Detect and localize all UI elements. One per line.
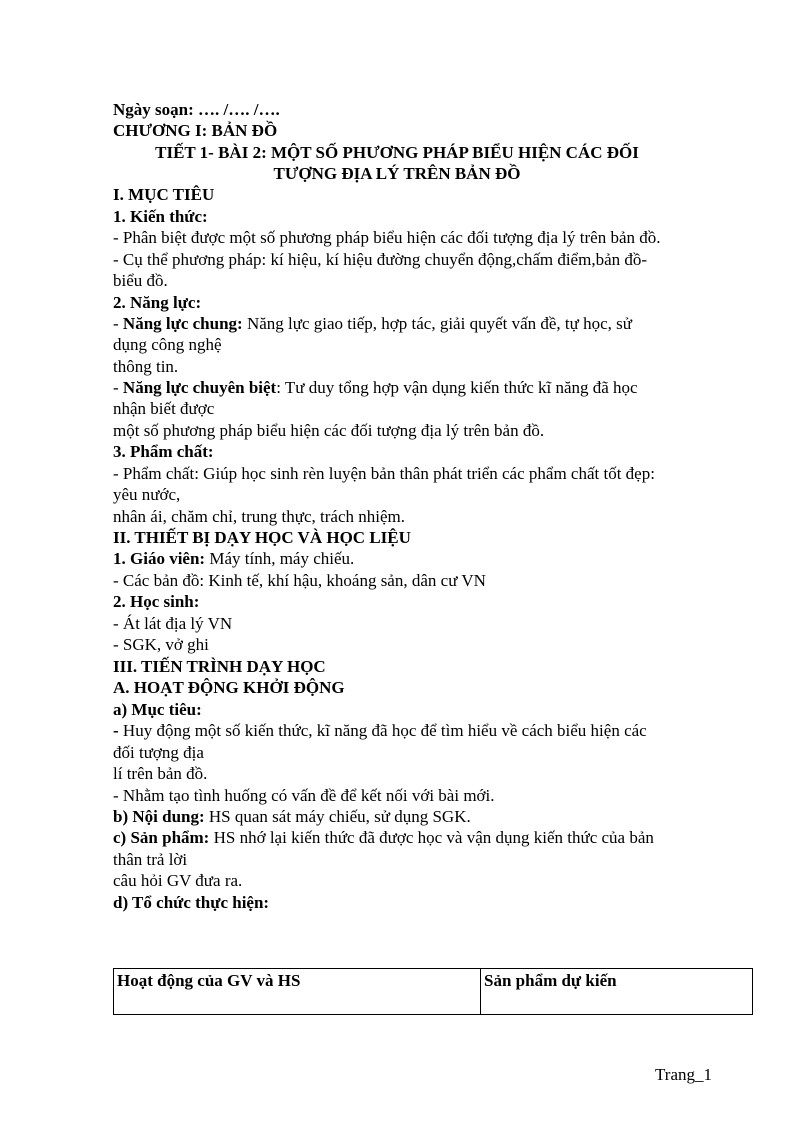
goal-line1 bbox=[113, 720, 647, 741]
goal-prefix: - bbox=[113, 721, 119, 740]
quality-line1: - Phẩm chất: Giúp học sinh rèn luyện bản thân phát triển các phẩm chất tốt đẹp: bbox=[113, 464, 655, 483]
student-heading: 2. Học sinh: bbox=[113, 592, 200, 611]
specific-competence-label: Năng lực chuyên biệt bbox=[122, 378, 277, 397]
general-competence-line3: thông tin. bbox=[113, 357, 179, 376]
section2-heading: II. THIẾT BỊ DẠY HỌC VÀ HỌC LIỆU bbox=[113, 528, 411, 547]
product-text: HS nhớ lại kiến thức đã được học và vận dụng kiến thức của bản bbox=[209, 828, 654, 847]
general-prefix: - bbox=[113, 314, 123, 333]
activity-a-heading: A. HOẠT ĐỘNG KHỞI ĐỘNG bbox=[113, 678, 345, 697]
quality-line2: yêu nước, bbox=[113, 485, 181, 504]
knowledge-line2: - Cụ thể phương pháp: kí hiệu, kí hiệu đường chuyển động,chấm điểm,bản đồ- bbox=[113, 250, 648, 269]
organization-heading: d) Tổ chức thực hiện: bbox=[113, 893, 270, 912]
content-text: HS quan sát máy chiếu, sử dụng SGK. bbox=[204, 807, 471, 826]
specific-competence-line2: nhận biết được bbox=[113, 399, 215, 418]
teacher-line1 bbox=[113, 548, 354, 569]
competence-heading: 2. Năng lực: bbox=[113, 293, 202, 312]
general-competence-text: Năng lực giao tiếp, hợp tác, giải quyết vấn đề, tự học, sử bbox=[242, 314, 632, 333]
table-header-row bbox=[114, 969, 753, 1015]
specific-competence-line1 bbox=[113, 377, 638, 398]
general-competence-line2: dụng công nghệ bbox=[113, 335, 222, 354]
table-header-activity: Hoạt động của GV và HS bbox=[114, 969, 481, 1015]
product-line3: câu hỏi GV đưa ra. bbox=[113, 871, 243, 890]
quality-heading: 3. Phẩm chất: bbox=[113, 442, 214, 461]
goal-line2: đối tượng địa bbox=[113, 743, 204, 762]
chapter-title: CHƯƠNG I: BẢN ĐỒ bbox=[113, 121, 278, 140]
lesson-plan-table bbox=[113, 968, 753, 1015]
section1-heading: I. MỤC TIÊU bbox=[113, 185, 215, 204]
teacher-line2: - Các bản đồ: Kinh tế, khí hậu, khoáng sản, dân cư VN bbox=[113, 571, 486, 590]
general-competence-label: Năng lực chung: bbox=[122, 314, 243, 333]
knowledge-line3: biểu đồ. bbox=[113, 271, 168, 290]
knowledge-line1: - Phân biệt được một số phương pháp biểu hiện các đối tượng địa lý trên bản đồ. bbox=[113, 228, 661, 247]
content-label: b) Nội dung: bbox=[113, 807, 205, 826]
teacher-text: Máy tính, máy chiếu. bbox=[205, 549, 355, 568]
specific-prefix: - bbox=[113, 378, 123, 397]
quality-line3: nhân ái, chăm chỉ, trung thực, trách nhiệm. bbox=[113, 507, 405, 526]
goal-line4: - Nhằm tạo tình huống có vấn đề để kết nối với bài mới. bbox=[113, 786, 495, 805]
general-competence-line1 bbox=[113, 313, 632, 334]
section3-heading: III. TIẾN TRÌNH DẠY HỌC bbox=[113, 657, 326, 676]
product-line2: thân trả lời bbox=[113, 850, 188, 869]
date-line: Ngày soạn: …. /…. /…. bbox=[113, 100, 280, 119]
student-line2: - SGK, vở ghi bbox=[113, 635, 209, 654]
content-line bbox=[113, 806, 471, 827]
specific-competence-text: : Tư duy tổng hợp vận dụng kiến thức kĩ năng đã học bbox=[276, 378, 638, 397]
teacher-label: 1. Giáo viên: bbox=[113, 549, 206, 568]
specific-competence-line3: một số phương pháp biểu hiện các đối tượng địa lý trên bản đồ. bbox=[113, 421, 545, 440]
goal-line3: lí trên bản đồ. bbox=[113, 764, 208, 783]
product-label: c) Sản phẩm: bbox=[113, 828, 210, 847]
goal-text: Huy động một số kiến thức, kĩ năng đã học để tìm hiểu về cách biểu hiện các bbox=[118, 721, 647, 740]
knowledge-heading: 1. Kiến thức: bbox=[113, 207, 208, 226]
product-line1 bbox=[113, 827, 654, 848]
page-number: Trang_1 bbox=[655, 1065, 712, 1084]
lesson-title-line2: TƯỢNG ĐỊA LÝ TRÊN BẢN ĐỒ bbox=[273, 164, 521, 183]
table-header-expected-product: Sản phẩm dự kiến bbox=[481, 969, 753, 1015]
student-line1: - Át lát địa lý VN bbox=[113, 614, 233, 633]
lesson-title-line1: TIẾT 1- BÀI 2: MỘT SỐ PHƯƠNG PHÁP BIỂU HIỆN CÁC ĐỐI bbox=[155, 143, 639, 162]
goal-heading: a) Mục tiêu: bbox=[113, 700, 202, 719]
